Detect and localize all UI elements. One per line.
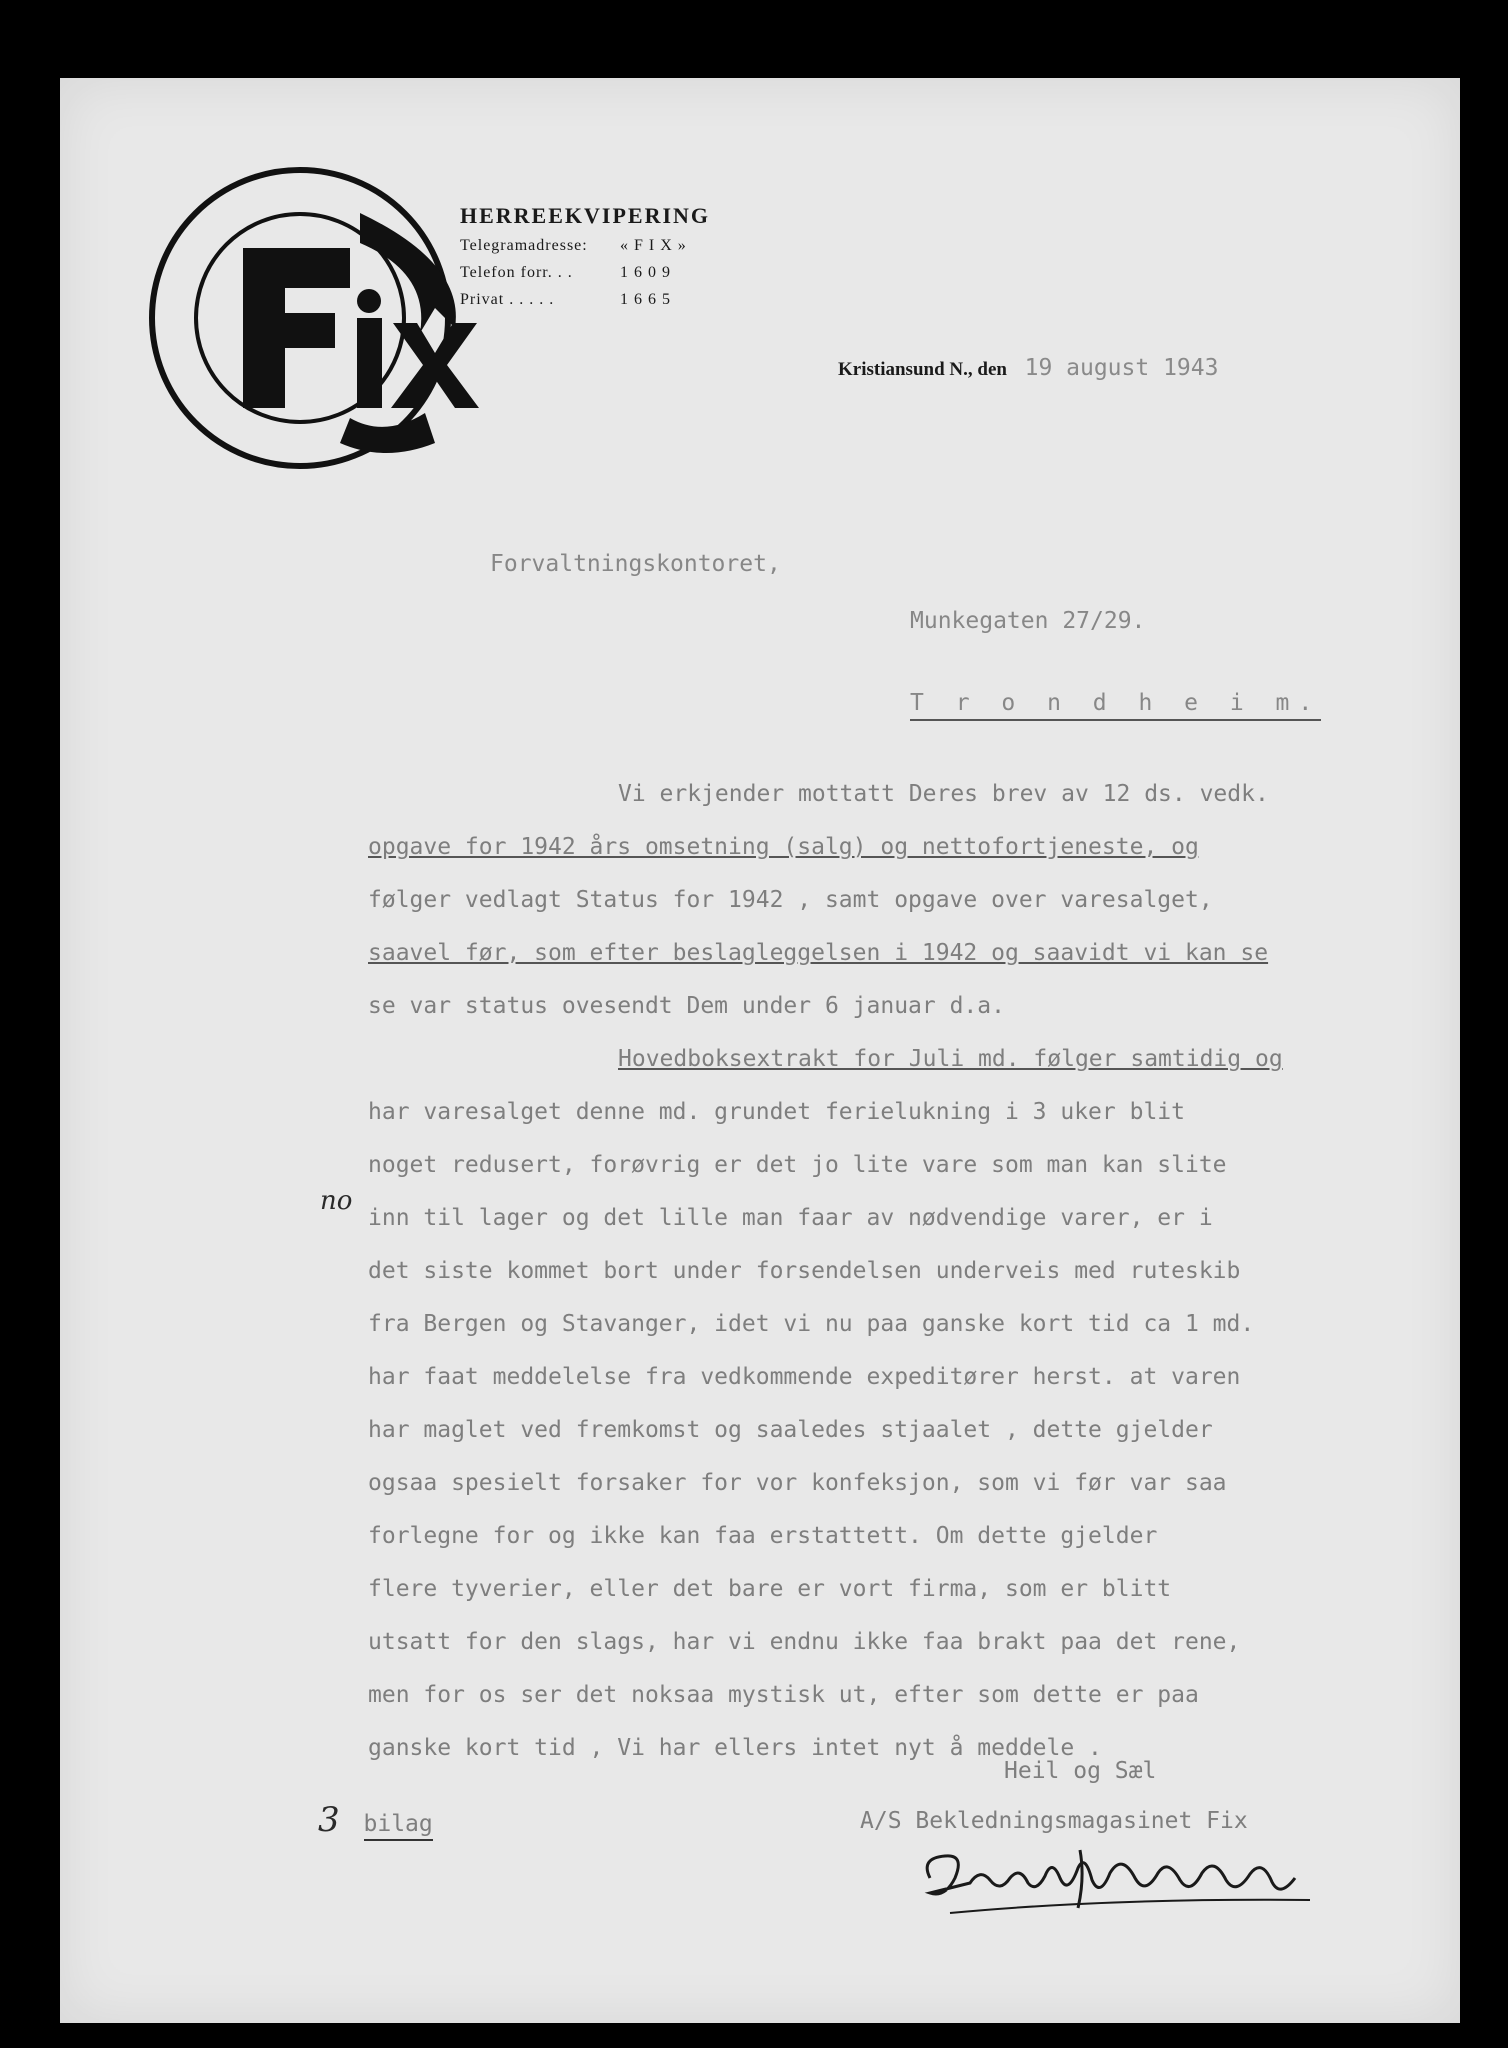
body-line: saavel før, som efter beslagleggelsen i 1942 og saavidt vi kan se [368,940,1269,966]
letterhead-label: Telegramadresse: [460,237,588,254]
letter-date: 19 august 1943 [1024,355,1219,381]
body-line: noget redusert, forøvrig er det jo lite vare som man kan slite [368,1152,1227,1178]
body-line: forlegne for og ikke kan faa erstattett. Om dette gjelder [368,1523,1158,1549]
body-line: følger vedlagt Status for 1942 , samt opgave over varesalget, [368,887,1213,913]
body-line: men for os ser det noksaa mystisk ut, efter som dette er paa [368,1682,1199,1708]
letterhead-company: HERREEKVIPERING [460,203,711,228]
body-line: har faat meddelelse fra vedkommende expeditører herst. at varen [368,1364,1241,1390]
letterhead-label: Telefon forr. . . [460,264,573,281]
body-line: inn til lager og det lille man faar av nødvendige varer, er i [368,1205,1213,1231]
margin-note: no [320,1186,353,1216]
attachment-label: bilag [364,1811,433,1841]
letter-body [368,768,1448,1775]
body-line: fra Bergen og Stavanger, idet vi nu paa ganske kort tid ca 1 md. [368,1311,1255,1337]
letter-page [60,78,1460,2023]
body-line: ganske kort tid , Vi har ellers intet nyt å meddele . [368,1735,1102,1761]
handwritten-signature [910,1838,1330,1928]
place: Kristiansund N., den [838,359,1007,380]
letterhead-row [460,291,710,318]
attachment-count: 3 [318,1800,340,1840]
letterhead-row [460,237,710,264]
recipient-city: T r o n d h e i m. [910,690,1321,721]
body-line: Hovedboksextrakt for Juli md. følger samtidig og [618,1046,1283,1072]
body-line: utsatt for den slags, har vi endnu ikke faa brakt paa det rene, [368,1629,1241,1655]
letterhead [460,203,710,318]
body-line: opgave for 1942 års omsetning (salg) og nettofortjeneste, og [368,834,1199,860]
recipient-name: Forvaltningskontoret, [490,551,781,577]
body-line: se var status ovesendt Dem under 6 januar d.a. [368,993,1005,1019]
body-line: Vi erkjender mottatt Deres brev av 12 ds. vedk. [618,781,1269,807]
letterhead-label: Privat . . . . . [460,291,555,308]
attachments-note [318,1800,433,1840]
letterhead-value: 1609 [620,264,676,281]
recipient-street: Munkegaten 27/29. [910,608,1146,634]
body-line: ogsaa spesielt forsaker for vor konfeksjon, som vi før var saa [368,1470,1227,1496]
company-logo [135,153,495,483]
letterhead-row [460,264,710,291]
signature-company: A/S Bekledningsmagasinet Fix [860,1808,1248,1834]
body-line: har maglet ved fremkomst og saaledes stjaalet , dette gjelder [368,1417,1213,1443]
body-line: flere tyverier, eller det bare er vort firma, som er blitt [368,1576,1172,1602]
letterhead-value: 1665 [620,291,676,308]
letterhead-value: «FIX» [620,237,692,254]
body-line: det siste kommet bort under forsendelsen underveis med ruteskib [368,1258,1241,1284]
body-line: har varesalget denne md. grundet ferielukning i 3 uker blit [368,1099,1185,1125]
closing-salutation: Heil og Sæl [1004,1758,1157,1784]
place-date [838,355,1218,381]
